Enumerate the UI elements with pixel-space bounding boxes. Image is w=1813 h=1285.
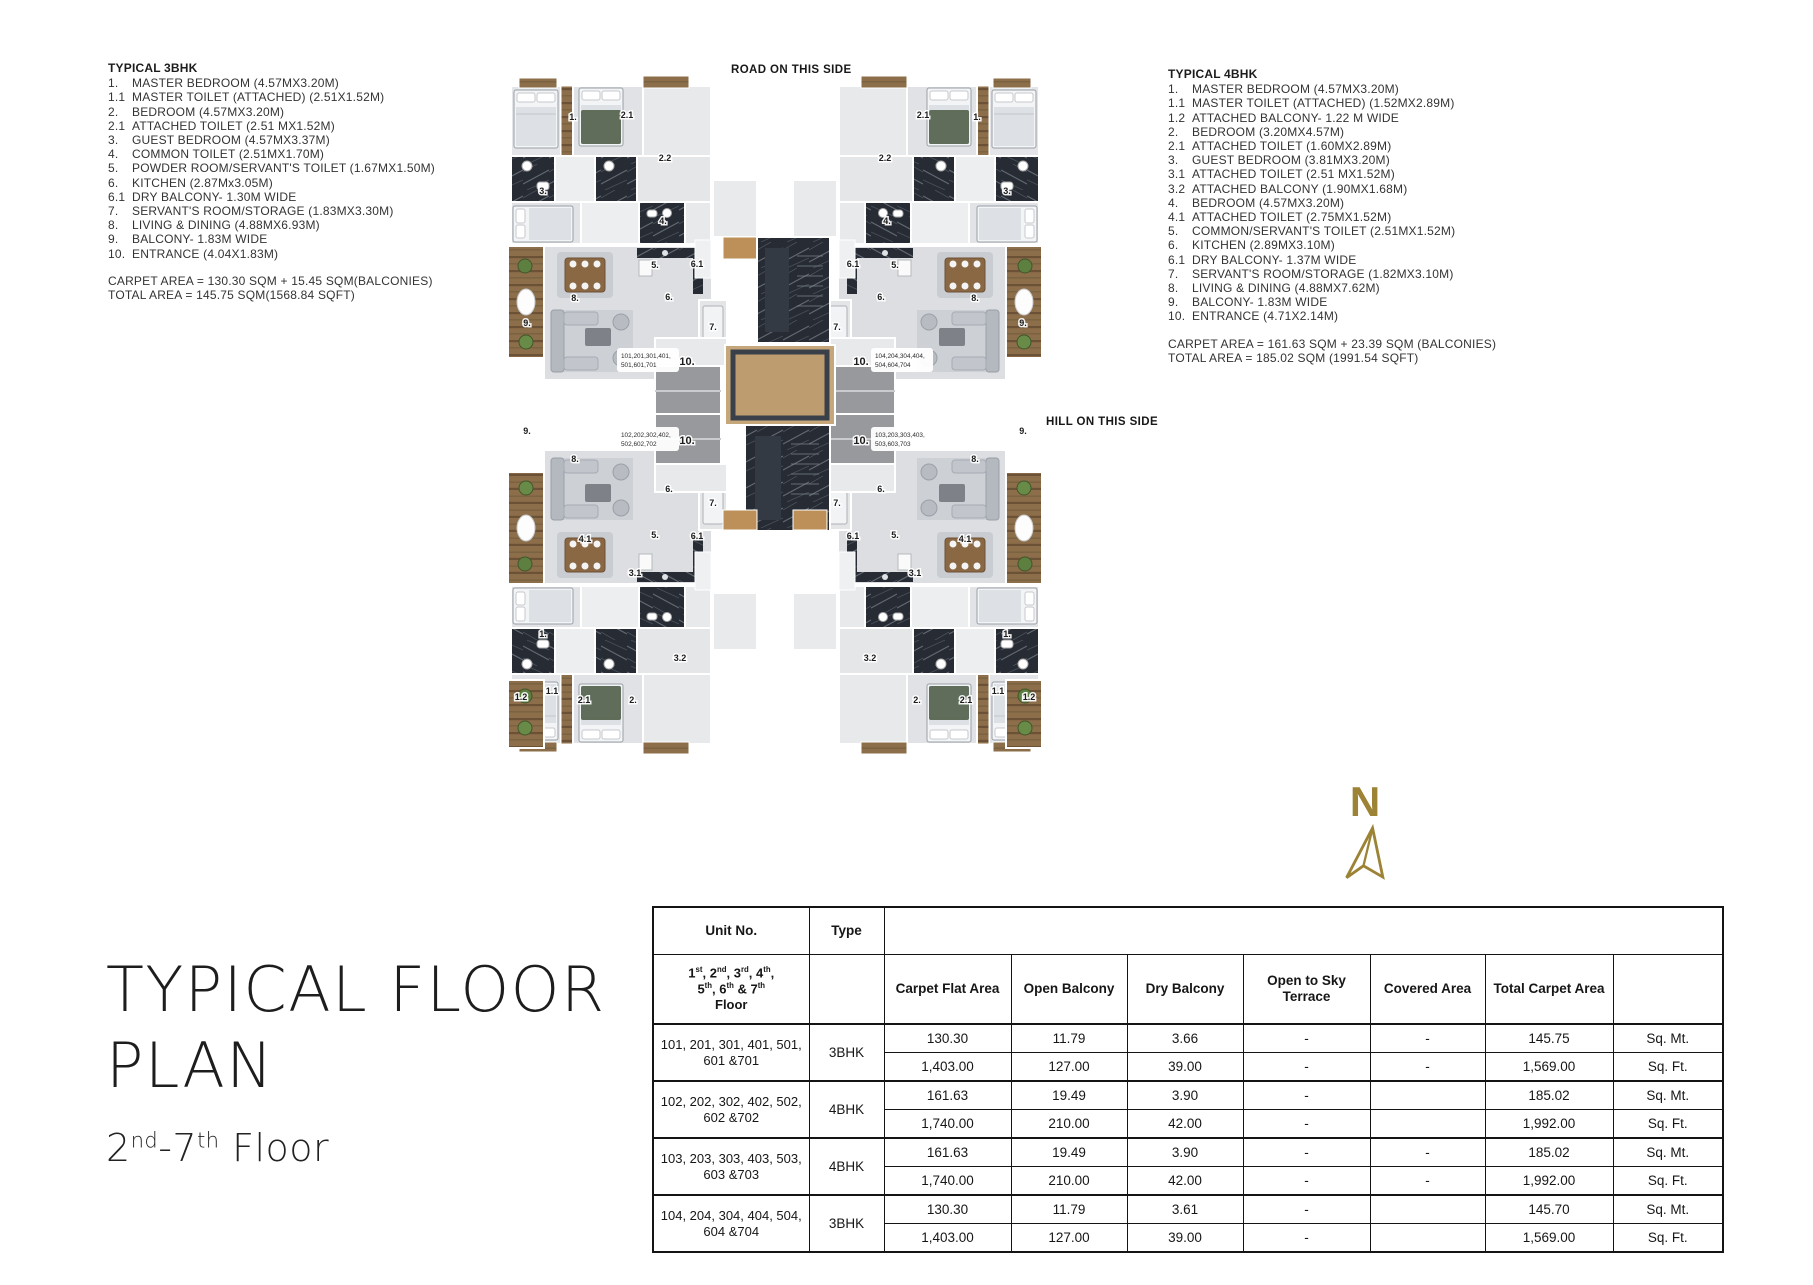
room-number-label: 10. [679, 356, 695, 368]
room-number-label: 2.1 [620, 110, 634, 120]
legend-item: 1. MASTER BEDROOM (4.57MX3.20M) [1168, 82, 1399, 97]
cell: 130.30 [884, 1195, 1011, 1224]
room-number-label: 5. [651, 530, 659, 540]
room-number-label: 1.2 [1022, 692, 1036, 702]
floor-plan [497, 60, 1057, 760]
carpet-area-line: CARPET AREA = 161.63 SQM + 23.39 SQM (BALCONIES) [1168, 336, 1497, 351]
cell: 210.00 [1011, 1167, 1127, 1196]
cell: - [1243, 1167, 1370, 1196]
legend-item: 7. SERVANT'S ROOM/STORAGE (1.82MX3.10M) [1168, 266, 1454, 281]
header-merged-empty [884, 907, 1723, 955]
unit-numbers: 103, 203, 303, 403, 503, 603 &703 [653, 1138, 809, 1195]
cell: 210.00 [1011, 1110, 1127, 1139]
unit-label: Sq. Mt. [1613, 1138, 1723, 1167]
room-number-label: 1. [1003, 629, 1011, 639]
room-number-label: 3.2 [673, 653, 687, 663]
total-area-line: TOTAL AREA = 185.02 SQM (1991.54 SQFT) [1168, 350, 1419, 365]
room-number-label: 10. [853, 435, 869, 447]
room-number-label: 2.1 [959, 695, 973, 705]
cell [1370, 1224, 1485, 1253]
compass [1330, 778, 1400, 893]
room-number-label: 6. [665, 292, 673, 302]
header-floors: 1st, 2nd, 3rd, 4th, 5th, 6th & 7th Floor [653, 955, 809, 1025]
cell: 39.00 [1127, 1224, 1243, 1253]
legend-item: 3. GUEST BEDROOM (4.57MX3.37M) [108, 133, 330, 148]
cell: - [1243, 1081, 1370, 1110]
road-side-label: ROAD ON THIS SIDE [731, 64, 852, 76]
room-number-label: 10. [853, 356, 869, 368]
svg-text:101,201,301,401,: 101,201,301,401, [621, 353, 671, 360]
legend-item: 1.2 ATTACHED BALCONY- 1.22 M WIDE [1168, 110, 1399, 125]
room-number-label: 6.1 [690, 531, 704, 541]
cell [1370, 1081, 1485, 1110]
cell: 161.63 [884, 1081, 1011, 1110]
legend-item: 6.1 DRY BALCONY- 1.30M WIDE [108, 189, 297, 204]
cell: - [1243, 1224, 1370, 1253]
cell: - [1243, 1110, 1370, 1139]
legend-item: 9. BALCONY- 1.83M WIDE [1168, 295, 1328, 310]
legend-3bhk [108, 61, 538, 302]
cell: 11.79 [1011, 1195, 1127, 1224]
svg-text:501,601,701: 501,601,701 [621, 362, 657, 369]
legend-item: 2.1 ATTACHED TOILET (2.51 MX1.52M) [108, 118, 335, 133]
cell: 19.49 [1011, 1081, 1127, 1110]
legend-item: 10. ENTRANCE (4.71X2.14M) [1168, 309, 1339, 324]
total-area-line: TOTAL AREA = 145.75 SQM(1568.84 SQFT) [108, 288, 355, 303]
legend-item: 5. POWDER ROOM/SERVANT'S TOILET (1.67MX1.50M) [108, 161, 435, 176]
svg-text:103,203,303,403,: 103,203,303,403, [875, 432, 925, 439]
room-number-label: 6.1 [690, 259, 704, 269]
cell [1370, 1195, 1485, 1224]
legend-item: 2.1 ATTACHED TOILET (1.60MX2.89M) [1168, 139, 1392, 154]
legend-item: 2. BEDROOM (3.20MX4.57M) [1168, 124, 1345, 139]
legend-item: 6. KITCHEN (2.89MX3.10M) [1168, 238, 1335, 253]
header-covered-area: Covered Area [1370, 955, 1485, 1025]
room-number-label: 1.2 [514, 692, 528, 702]
unit-type: 4BHK [809, 1138, 884, 1195]
legend-4bhk-title: TYPICAL 4BHK [1168, 67, 1258, 81]
cell: - [1243, 1195, 1370, 1224]
unit-numbers: 102, 202, 302, 402, 502, 602 &702 [653, 1081, 809, 1138]
room-number-label: 8. [571, 454, 579, 464]
legend-4bhk-items [1168, 82, 1648, 323]
header-open-balcony: Open Balcony [1011, 955, 1127, 1025]
cell: 145.70 [1485, 1195, 1613, 1224]
cell: 1,740.00 [884, 1110, 1011, 1139]
legend-item: 4. BEDROOM (4.57MX3.20M) [1168, 195, 1345, 210]
unit-type: 4BHK [809, 1081, 884, 1138]
room-number-label: 6.1 [846, 259, 860, 269]
cell: 161.63 [884, 1138, 1011, 1167]
room-number-label: 8. [971, 454, 979, 464]
cell: 1,992.00 [1485, 1167, 1613, 1196]
cell: 1,569.00 [1485, 1053, 1613, 1082]
cell: 1,569.00 [1485, 1224, 1613, 1253]
header-type: Type [809, 907, 884, 955]
unit-label: Sq. Mt. [1613, 1024, 1723, 1053]
room-number-label: 6. [877, 292, 885, 302]
room-number-label: 3.1 [628, 568, 642, 578]
unit-type: 3BHK [809, 1195, 884, 1252]
title-block [106, 952, 606, 1170]
legend-item: 6. KITCHEN (2.87Mx3.05M) [108, 175, 273, 190]
svg-text:503,603,703: 503,603,703 [875, 441, 911, 448]
cell: - [1370, 1024, 1485, 1053]
room-number-label: 5. [651, 260, 659, 270]
room-number-label: 4. [883, 216, 891, 226]
room-number-label: 8. [571, 293, 579, 303]
room-number-label: 4.1 [958, 534, 972, 544]
legend-3bhk-items [108, 76, 538, 261]
unit-numbers: 104, 204, 304, 404, 504, 604 &704 [653, 1195, 809, 1252]
legend-4bhk [1168, 67, 1648, 365]
header-unit-no: Unit No. [653, 907, 809, 955]
floor-plan-svg [497, 60, 1057, 760]
legend-item: 1.1 MASTER TOILET (ATTACHED) (1.52MX2.89M) [1168, 96, 1455, 111]
carpet-area-line: CARPET AREA = 130.30 SQM + 15.45 SQM(BALCONIES) [108, 273, 433, 288]
cell: 130.30 [884, 1024, 1011, 1053]
header-dry-balcony: Dry Balcony [1127, 955, 1243, 1025]
cell: - [1243, 1138, 1370, 1167]
room-number-label: 9. [1019, 426, 1027, 436]
room-number-label: 2.1 [916, 110, 930, 120]
legend-item: 1. MASTER BEDROOM (4.57MX3.20M) [108, 76, 339, 91]
cell: 1,403.00 [884, 1053, 1011, 1082]
room-number-label: 1. [569, 112, 577, 122]
room-number-label: 9. [523, 426, 531, 436]
legend-item: 6.1 DRY BALCONY- 1.37M WIDE [1168, 252, 1357, 267]
svg-text:502,602,702: 502,602,702 [621, 441, 657, 448]
header-carpet-flat-area: Carpet Flat Area [884, 955, 1011, 1025]
cell: - [1370, 1053, 1485, 1082]
page-subtitle: 2nd-7th Floor [106, 1126, 330, 1170]
room-number-label: 9. [1019, 318, 1027, 328]
unit-label: Sq. Ft. [1613, 1110, 1723, 1139]
room-number-label: 1. [973, 112, 981, 122]
cell: - [1243, 1024, 1370, 1053]
legend-item: 8. LIVING & DINING (4.88MX7.62M) [1168, 281, 1380, 296]
compass-north-letter: N [1349, 778, 1381, 825]
room-number-label: 3. [539, 186, 547, 196]
unit-label: Sq. Mt. [1613, 1081, 1723, 1110]
legend-item: 1.1 MASTER TOILET (ATTACHED) (2.51X1.52M) [108, 90, 385, 105]
room-number-label: 5. [891, 260, 899, 270]
unit-label: Sq. Mt. [1613, 1195, 1723, 1224]
cell: 127.00 [1011, 1224, 1127, 1253]
legend-3bhk-title: TYPICAL 3BHK [108, 61, 198, 75]
legend-item: 5. COMMON/SERVANT'S TOILET (2.51MX1.52M) [1168, 224, 1456, 239]
room-number-label: 7. [709, 498, 717, 508]
svg-text:102,202,302,402,: 102,202,302,402, [621, 432, 671, 439]
central-core [723, 237, 835, 531]
cell: 1,740.00 [884, 1167, 1011, 1196]
header-type-empty [809, 955, 884, 1025]
svg-text:504,604,704: 504,604,704 [875, 362, 911, 369]
room-number-label: 2.2 [658, 153, 672, 163]
header-unit-col-empty [1613, 955, 1723, 1025]
cell: 19.49 [1011, 1138, 1127, 1167]
legend-item: 10. ENTRANCE (4.04X1.83M) [108, 246, 279, 261]
legend-item: 3.1 ATTACHED TOILET (2.51 MX1.52M) [1168, 167, 1395, 182]
room-number-label: 9. [523, 318, 531, 328]
page-title-line1: TYPICAL FLOOR [106, 953, 606, 1026]
cell: 39.00 [1127, 1053, 1243, 1082]
cell: 145.75 [1485, 1024, 1613, 1053]
legend-item: 3. GUEST BEDROOM (3.81MX3.20M) [1168, 153, 1390, 168]
room-number-label: 7. [833, 498, 841, 508]
unit-numbers: 101, 201, 301, 401, 501, 601 &701 [653, 1024, 809, 1081]
room-number-label: 2. [629, 695, 637, 705]
room-number-label: 4. [659, 216, 667, 226]
cell: 3.90 [1127, 1138, 1243, 1167]
room-number-label: 1.1 [991, 686, 1005, 696]
room-number-label: 6. [665, 484, 673, 494]
room-number-label: 2.1 [577, 695, 591, 705]
room-number-label: 2.2 [878, 153, 892, 163]
svg-text:104,204,304,404,: 104,204,304,404, [875, 353, 925, 360]
cell: - [1243, 1053, 1370, 1082]
room-number-label: 6.1 [846, 531, 860, 541]
unit-label: Sq. Ft. [1613, 1224, 1723, 1253]
cell [1370, 1110, 1485, 1139]
header-total-carpet-area: Total Carpet Area [1485, 955, 1613, 1025]
legend-item: 3.2 ATTACHED BALCONY (1.90MX1.68M) [1168, 181, 1408, 196]
legend-item: 2. BEDROOM (4.57MX3.20M) [108, 104, 285, 119]
legend-item: 8. LIVING & DINING (4.88MX6.93M) [108, 218, 320, 233]
cell: 11.79 [1011, 1024, 1127, 1053]
room-number-label: 5. [891, 530, 899, 540]
cell: 3.61 [1127, 1195, 1243, 1224]
cell: 1,992.00 [1485, 1110, 1613, 1139]
cell: - [1370, 1167, 1485, 1196]
room-number-label: 2. [913, 695, 921, 705]
cell: 42.00 [1127, 1110, 1243, 1139]
hill-side-label: HILL ON THIS SIDE [1046, 416, 1159, 428]
cell: 185.02 [1485, 1081, 1613, 1110]
cell: 127.00 [1011, 1053, 1127, 1082]
legend-4bhk-areas [1168, 337, 1648, 365]
room-number-label: 8. [971, 293, 979, 303]
legend-item: 9. BALCONY- 1.83M WIDE [108, 232, 268, 247]
room-number-label: 7. [709, 322, 717, 332]
room-number-label: 1. [539, 629, 547, 639]
unit-label: Sq. Ft. [1613, 1053, 1723, 1082]
unit-label: Sq. Ft. [1613, 1167, 1723, 1196]
legend-item: 7. SERVANT'S ROOM/STORAGE (1.83MX3.30M) [108, 204, 394, 219]
unit-type: 3BHK [809, 1024, 884, 1081]
room-number-label: 4.1 [578, 534, 592, 544]
legend-item: 4.1 ATTACHED TOILET (2.75MX1.52M) [1168, 210, 1392, 225]
legend-3bhk-areas [108, 274, 538, 302]
room-number-label: 3.1 [908, 568, 922, 578]
cell: 185.02 [1485, 1138, 1613, 1167]
room-number-label: 7. [833, 322, 841, 332]
room-number-label: 3. [1003, 186, 1011, 196]
room-number-label: 6. [877, 484, 885, 494]
cell: 42.00 [1127, 1167, 1243, 1196]
page-title-line2: PLAN [106, 1029, 275, 1102]
room-number-label: 10. [679, 435, 695, 447]
cell: 1,403.00 [884, 1224, 1011, 1253]
area-table [652, 906, 1724, 1253]
room-number-label: 1.1 [545, 686, 559, 696]
cell: 3.66 [1127, 1024, 1243, 1053]
legend-item: 4. COMMON TOILET (2.51MX1.70M) [108, 147, 325, 162]
cell: - [1370, 1138, 1485, 1167]
cell: 3.90 [1127, 1081, 1243, 1110]
compass-north-arrow-icon [1335, 822, 1395, 888]
header-open-to-sky-terrace: Open to Sky Terrace [1243, 955, 1370, 1025]
room-number-label: 3.2 [863, 653, 877, 663]
